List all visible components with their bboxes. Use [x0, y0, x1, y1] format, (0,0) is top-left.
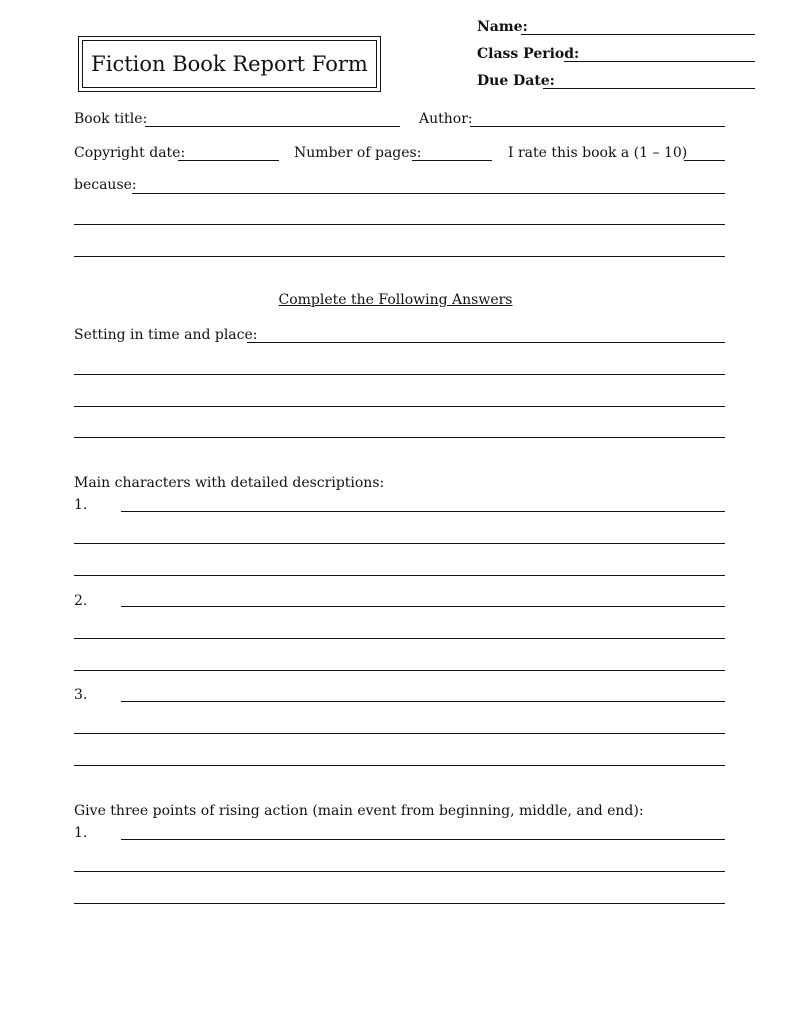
character-1-field-line-3[interactable]: [74, 575, 725, 576]
name-field[interactable]: [521, 34, 755, 35]
class-period-field[interactable]: [564, 61, 755, 62]
due-date-label: Due Date:: [477, 73, 555, 89]
section-heading: [0, 292, 791, 308]
character-3-field-line-1[interactable]: [121, 701, 725, 702]
character-2-number: 2.: [74, 593, 88, 609]
rating-field[interactable]: [684, 160, 725, 161]
rising-action-1-field-line-3[interactable]: [74, 903, 725, 904]
author-label: Author:: [419, 111, 473, 127]
rising-action-1-field-line-1[interactable]: [121, 839, 725, 840]
section-heading-text: Complete the Following Answers: [278, 292, 513, 308]
author-field[interactable]: [470, 126, 725, 127]
character-3-field-line-2[interactable]: [74, 733, 725, 734]
book-title-label: Book title:: [74, 111, 148, 127]
because-label: because:: [74, 177, 137, 193]
because-field-line-3[interactable]: [74, 256, 725, 257]
character-1-field-line-2[interactable]: [74, 543, 725, 544]
character-3-number: 3.: [74, 687, 88, 703]
copyright-field[interactable]: [178, 160, 279, 161]
due-date-field[interactable]: [543, 88, 755, 89]
rising-action-label: Give three points of rising action (main event from beginning, middle, and end):: [74, 803, 644, 819]
rising-action-1-field-line-2[interactable]: [74, 871, 725, 872]
setting-field-line-3[interactable]: [74, 406, 725, 407]
character-1-number: 1.: [74, 497, 88, 513]
pages-label: Number of pages:: [294, 145, 422, 161]
pages-field[interactable]: [412, 160, 492, 161]
setting-field-line-2[interactable]: [74, 374, 725, 375]
title-box: [78, 36, 381, 92]
rating-label: I rate this book a (1 – 10): [508, 145, 688, 161]
characters-label: Main characters with detailed descriptions:: [74, 475, 385, 491]
title-inner-border: [82, 40, 377, 88]
because-field-line-2[interactable]: [74, 224, 725, 225]
setting-field-line-1[interactable]: [247, 342, 725, 343]
character-2-field-line-3[interactable]: [74, 670, 725, 671]
page-title: Fiction Book Report Form: [91, 52, 368, 76]
character-3-field-line-3[interactable]: [74, 765, 725, 766]
setting-field-line-4[interactable]: [74, 437, 725, 438]
character-2-field-line-1[interactable]: [121, 606, 725, 607]
copyright-label: Copyright date:: [74, 145, 186, 161]
character-1-field-line-1[interactable]: [121, 511, 725, 512]
setting-label: Setting in time and place:: [74, 327, 258, 343]
name-label: Name:: [477, 19, 528, 35]
class-period-label: Class Period:: [477, 46, 580, 62]
because-field-line-1[interactable]: [132, 193, 725, 194]
character-2-field-line-2[interactable]: [74, 638, 725, 639]
rising-action-1-number: 1.: [74, 825, 88, 841]
book-title-field[interactable]: [145, 126, 400, 127]
